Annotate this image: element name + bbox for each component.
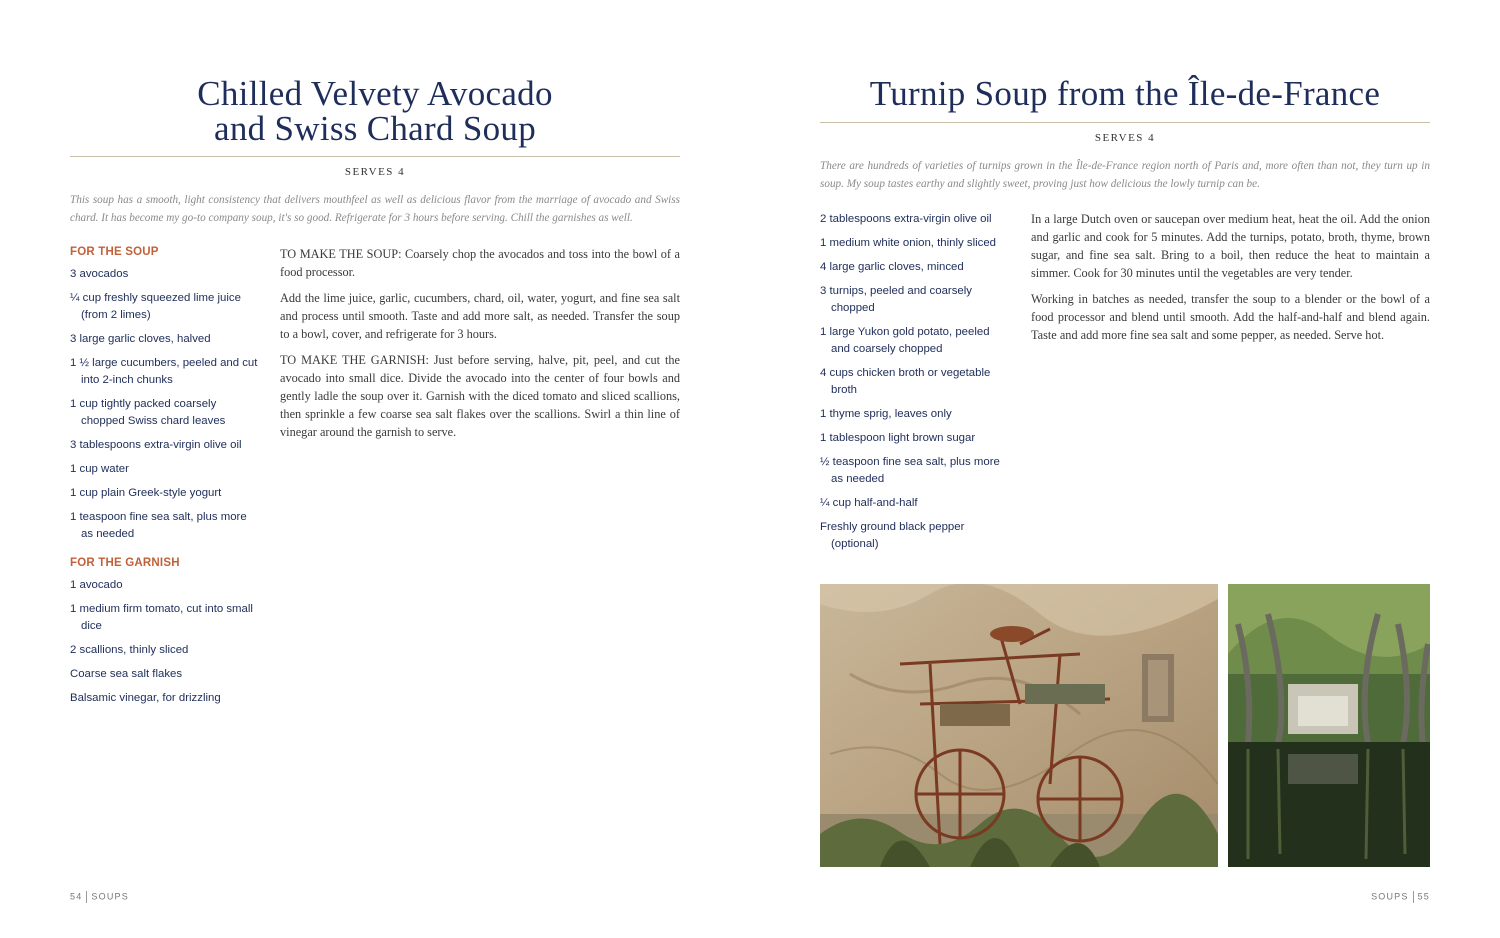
right-page xyxy=(820,0,1430,938)
garnish-ingredients-list xyxy=(70,577,260,707)
section-name: SOUPS xyxy=(91,891,129,902)
ingredient-item: 1 large Yukon gold potato, peeled and coarsely chopped xyxy=(820,326,990,355)
direction-paragraph: Add the lime juice, garlic, cucumbers, chard, oil, water, yogurt, and fine sea salt and process until smooth. Taste and add more salt, as needed. Transfer the soup to a bowl, cover, and refrigerate for 3 hours. xyxy=(280,291,680,341)
left-recipe-title xyxy=(70,76,680,146)
direction-paragraph: TO MAKE THE GARNISH: Just before serving, halve, pit, peel, and cut the avocado into small dice. Divide the avocado into the center of four bowls and gently ladle the soup over it. Garnish with the diced tomato and sliced scallions, then sprinkle a few coarse sea salt flakes over the scallions. Swirl a thin line of vinegar around the garnish to serve. xyxy=(280,353,680,439)
ingredient-item: 2 tablespoons extra-virgin olive oil xyxy=(820,213,992,225)
serves-label: SERVES 4 xyxy=(1094,132,1156,144)
left-folio xyxy=(70,891,129,903)
serves-label: SERVES 4 xyxy=(344,166,406,178)
folio-divider xyxy=(86,891,87,903)
ingredient-item: 3 avocados xyxy=(70,268,129,280)
ingredient-item: 4 large garlic cloves, minced xyxy=(820,261,964,273)
ingredient-item: 3 tablespoons extra-virgin olive oil xyxy=(70,439,242,451)
directions-column xyxy=(1031,210,1430,352)
ingredient-item: 1 tablespoon light brown sugar xyxy=(820,432,976,444)
soup-ingredients-list xyxy=(70,266,260,543)
recipe-intro: This soup has a smooth, light consistency that delivers mouthfeel as well as delicious flavor from the marriage of avocado and Swiss chard. It has become my go-to company soup, it's so good. Refrigerate for 3 hours before serving. Chill the garnishes as well. xyxy=(70,194,680,224)
right-recipe-title: Turnip Soup from the Île-de-France xyxy=(869,74,1381,113)
direction-paragraph: TO MAKE THE SOUP: Coarsely chop the avocados and toss into the bowl of a food processor. xyxy=(280,247,680,279)
page-number: 55 xyxy=(1417,891,1430,902)
ingredient-item: 1 medium white onion, thinly sliced xyxy=(820,237,997,249)
ingredient-item: ½ teaspoon fine sea salt, plus more as needed xyxy=(820,456,1000,485)
ingredient-item: Freshly ground black pepper (optional) xyxy=(820,521,965,550)
garnish-ingredients-heading: FOR THE GARNISH xyxy=(70,557,180,569)
section-name: SOUPS xyxy=(1371,891,1409,902)
ingredient-item: 3 turnips, peeled and coarsely chopped xyxy=(820,285,972,314)
direction-paragraph: Working in batches as needed, transfer the soup to a blender or the bowl of a food processor and blend until smooth. Add the half-and-half and blend again. Taste and add more fine sea salt and some pepper, as needed. Serve hot. xyxy=(1031,292,1430,342)
ingredients-list xyxy=(820,211,1010,553)
ingredient-item: 1 cup water xyxy=(70,463,129,475)
title-rule xyxy=(70,156,680,157)
trees-pond-image xyxy=(1228,584,1430,867)
title-rule xyxy=(820,122,1430,123)
ingredient-item: 1 cup plain Greek-style yogurt xyxy=(70,487,222,499)
ingredient-item: 1 avocado xyxy=(70,579,123,591)
page-number: 54 xyxy=(70,891,83,902)
ingredients-column xyxy=(70,246,260,714)
trees-pond-photo xyxy=(1228,584,1430,867)
ingredients-column xyxy=(820,211,1010,560)
ingredient-item: Balsamic vinegar, for drizzling xyxy=(70,692,221,704)
folio-divider xyxy=(1413,891,1414,903)
farm-implement-photo xyxy=(820,584,1218,867)
title-line-1: Chilled Velvety Avocado xyxy=(197,74,553,113)
ingredient-item: 1 teaspoon fine sea salt, plus more as needed xyxy=(70,511,247,540)
ingredient-item: Coarse sea salt flakes xyxy=(70,668,183,680)
left-page xyxy=(70,0,680,938)
recipe-intro: There are hundreds of varieties of turnips grown in the Île-de-France region north of Paris and, more often than not, they turn up in soup. My soup tastes earthy and slightly sweet, proving just how delicious the lowly turnip can be. xyxy=(820,160,1430,190)
ingredient-item: 1 thyme sprig, leaves only xyxy=(820,408,952,420)
ingredient-item: 4 cups chicken broth or vegetable broth xyxy=(820,367,991,396)
ingredient-item: 1 ½ large cucumbers, peeled and cut into 2-inch chunks xyxy=(70,357,258,386)
direction-paragraph: In a large Dutch oven or saucepan over medium heat, heat the oil. Add the onion and garlic and cook for 5 minutes. Add the turnips, potato, broth, thyme, brown sugar, and fine sea salt. Bring to a boil, then reduce the heat to maintain a simmer. Cook for 30 minutes until the vegetables are very tender. xyxy=(1031,212,1430,280)
ingredient-item: ¼ cup half-and-half xyxy=(820,497,918,509)
ingredient-item: 1 medium firm tomato, cut into small dice xyxy=(70,603,253,632)
soup-ingredients-heading: FOR THE SOUP xyxy=(70,246,159,258)
farm-implement-image xyxy=(820,584,1218,867)
title-line-2: and Swiss Chard Soup xyxy=(214,109,536,148)
ingredient-item: 1 cup tightly packed coarsely chopped Swiss chard leaves xyxy=(70,398,226,427)
directions-column xyxy=(280,245,680,449)
ingredient-item: ¼ cup freshly squeezed lime juice (from 2 limes) xyxy=(70,292,241,321)
ingredient-item: 2 scallions, thinly sliced xyxy=(70,644,189,656)
ingredient-item: 3 large garlic cloves, halved xyxy=(70,333,211,345)
right-folio xyxy=(1371,891,1430,903)
